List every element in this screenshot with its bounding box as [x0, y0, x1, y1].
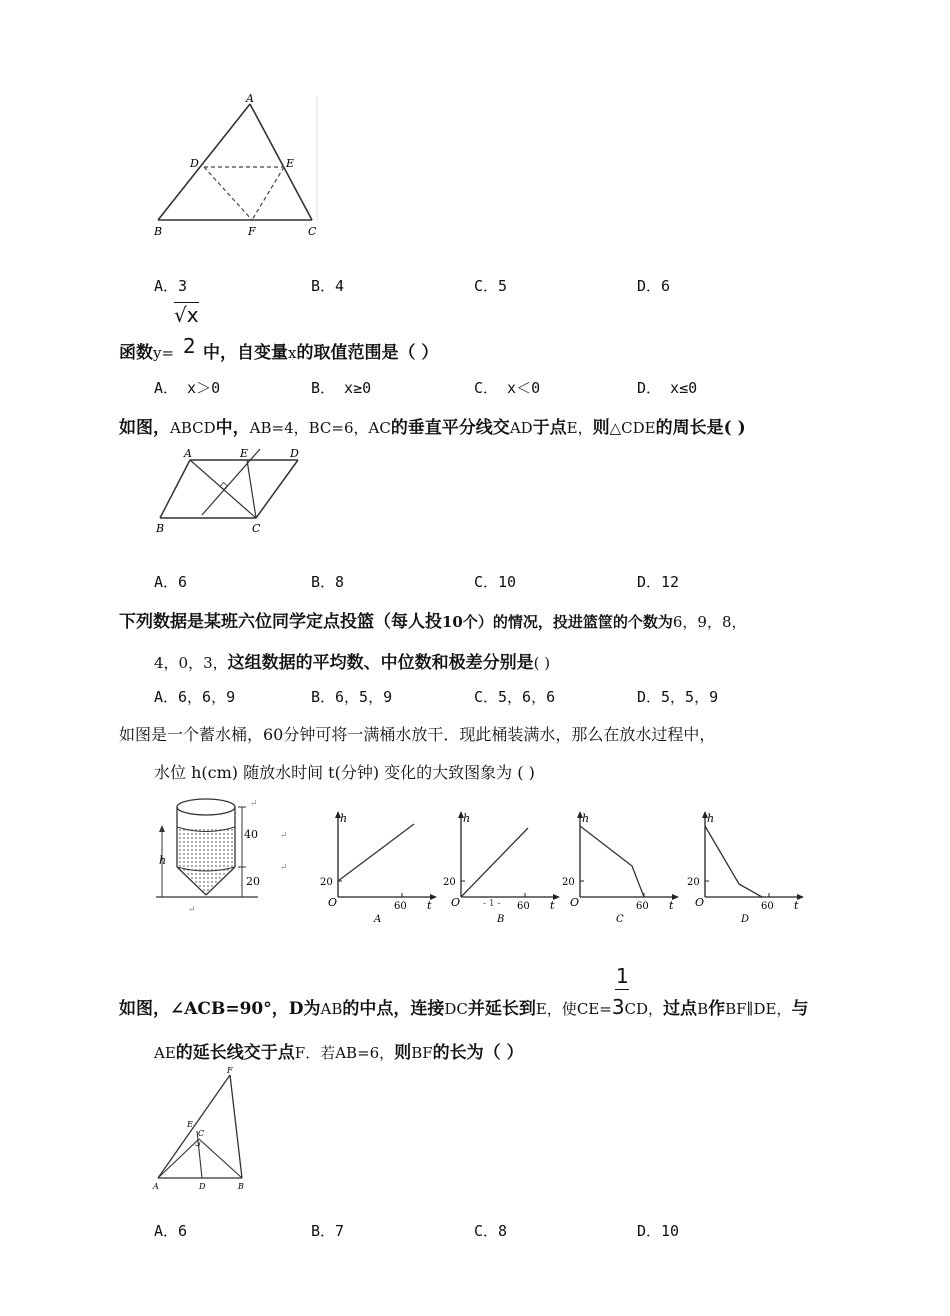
axis-label-h: h [582, 812, 590, 825]
q6-option-c[interactable]: C．8 [474, 1222, 508, 1240]
label-F: F [248, 225, 256, 238]
tick-label-20: 20 [562, 877, 575, 888]
label-C: C [252, 522, 261, 535]
q6-stem-line2: AE的延长线交于点F．若AB=6，则BF的长为（ ） [154, 1043, 524, 1063]
origin-label: O [328, 896, 338, 909]
return-mark: ↵ [188, 905, 196, 915]
q2-option-a[interactable]: A． x＞0 [154, 379, 221, 397]
axis-label-h: h [463, 812, 471, 825]
label-E: E [187, 1120, 193, 1129]
q1-option-c[interactable]: C．5 [474, 277, 508, 295]
page-number: - 1 - [483, 899, 501, 909]
q3-option-d[interactable]: D．12 [637, 573, 680, 591]
return-mark: ↵ [280, 863, 288, 873]
label-E: E [240, 447, 249, 460]
water-level-curve [461, 828, 528, 897]
graph-c[interactable] [562, 808, 692, 938]
label-A: A [153, 1182, 159, 1191]
q3-stem: 如图，ABCD中，AB=4，BC=6，AC的垂直平分线交AD于点E，则△CDE的周长是( ) [119, 418, 746, 438]
label-A: A [184, 447, 192, 460]
q5-stem-line2: 水位 h(cm) 随放水时间 t(分钟) 变化的大致图象为 ( ) [154, 763, 535, 782]
q4-option-d[interactable]: D．5，5，9 [637, 688, 719, 706]
label-C: C [198, 1129, 205, 1138]
tick-label-20: 20 [320, 877, 333, 888]
label-B: B [238, 1182, 244, 1191]
q3-option-c[interactable]: C．10 [474, 573, 517, 591]
graph-d[interactable] [687, 808, 817, 938]
label-D: D [190, 157, 199, 170]
tank-label-20: 20 [246, 875, 260, 888]
label-F: F [227, 1066, 233, 1075]
q4-option-a[interactable]: A．6，6，9 [154, 688, 236, 706]
graph-name: C [616, 914, 624, 925]
q2-option-c[interactable]: C． x＜0 [474, 379, 541, 397]
return-mark: ↵ [250, 799, 258, 809]
tank-label-40: 40 [244, 828, 258, 841]
q2-denominator: 2 [183, 334, 196, 358]
origin-label: O [451, 896, 461, 909]
tick-label-60: 60 [394, 901, 407, 912]
fraction-bar [615, 989, 629, 990]
tick-label-20: 20 [443, 877, 456, 888]
graph-name: B [497, 914, 505, 925]
label-B: B [154, 225, 163, 238]
axis-label-h: h [707, 812, 715, 825]
label-D: D [199, 1182, 206, 1191]
q6-frac-num: 1 [616, 964, 629, 988]
q4-option-c[interactable]: C．5，6，6 [474, 688, 556, 706]
axis-label-h: h [340, 812, 348, 825]
axis-label-t: t [669, 899, 674, 912]
label-B: B [156, 522, 165, 535]
graph-b[interactable] [443, 808, 573, 938]
q2-stem: 函数y= [119, 343, 175, 363]
q6-option-a[interactable]: A．6 [154, 1222, 188, 1240]
triangle-figure-q1 [140, 90, 340, 240]
q6-option-d[interactable]: D．10 [637, 1222, 680, 1240]
return-mark: ↵ [280, 831, 288, 841]
water-tank-figure [150, 792, 295, 917]
axis-label-t: t [427, 899, 432, 912]
q6-option-b[interactable]: B．7 [311, 1222, 345, 1240]
graph-name: A [374, 914, 382, 925]
q2-option-d[interactable]: D． x≤0 [637, 379, 698, 397]
tank-label-h: h [159, 854, 167, 867]
label-E: E [286, 157, 295, 170]
origin-label: O [570, 896, 580, 909]
q2-numerator: √x [174, 303, 199, 327]
label-C: C [308, 225, 317, 238]
label-D: D [290, 447, 299, 460]
q1-option-d[interactable]: D．6 [637, 277, 671, 295]
q4-option-b[interactable]: B．6，5，9 [311, 688, 393, 706]
parallelogram-figure-q3 [150, 443, 320, 538]
q2-stem-rest: 中，自变量x的取值范围是（ ） [203, 343, 439, 363]
axis-label-t: t [550, 899, 555, 912]
water-level-curve [338, 824, 414, 881]
q3-option-b[interactable]: B．8 [311, 573, 345, 591]
q5-stem-line1: 如图是一个蓄水桶，60分钟可将一满桶水放干．现此桶装满水，那么在放水过程中， [119, 725, 716, 744]
tick-label-60: 60 [517, 901, 530, 912]
graph-a[interactable] [320, 808, 450, 938]
axis-label-t: t [794, 899, 799, 912]
tick-label-60: 60 [761, 901, 774, 912]
q3-option-a[interactable]: A．6 [154, 573, 188, 591]
q4-stem-line1: 下列数据是某班六位同学定点投篮（每人投10个）的情况，投进篮筐的个数为6，9，8， [119, 612, 747, 632]
q4-stem-line2: 4，0，3，这组数据的平均数、中位数和极差分别是( ) [154, 653, 551, 673]
q6-stem-line1: 如图，∠ACB=90°，D为AB的中点，连接DC并延长到E，使CE=3CD，过点B作BF∥DE，与 [119, 995, 809, 1019]
tick-label-20: 20 [687, 877, 700, 888]
q2-option-b[interactable]: B． x≥0 [311, 379, 372, 397]
q1-option-a[interactable]: A．3 [154, 277, 188, 295]
origin-label: O [695, 896, 705, 909]
tick-label-60: 60 [636, 901, 649, 912]
q1-option-b[interactable]: B．4 [311, 277, 345, 295]
water-level-curve [580, 826, 644, 897]
triangle-figure-q6 [145, 1063, 265, 1193]
q6-frac-den: 3 [611, 995, 625, 1019]
graph-name: D [741, 914, 750, 925]
water-level-curve [705, 826, 762, 897]
label-A: A [246, 92, 254, 105]
